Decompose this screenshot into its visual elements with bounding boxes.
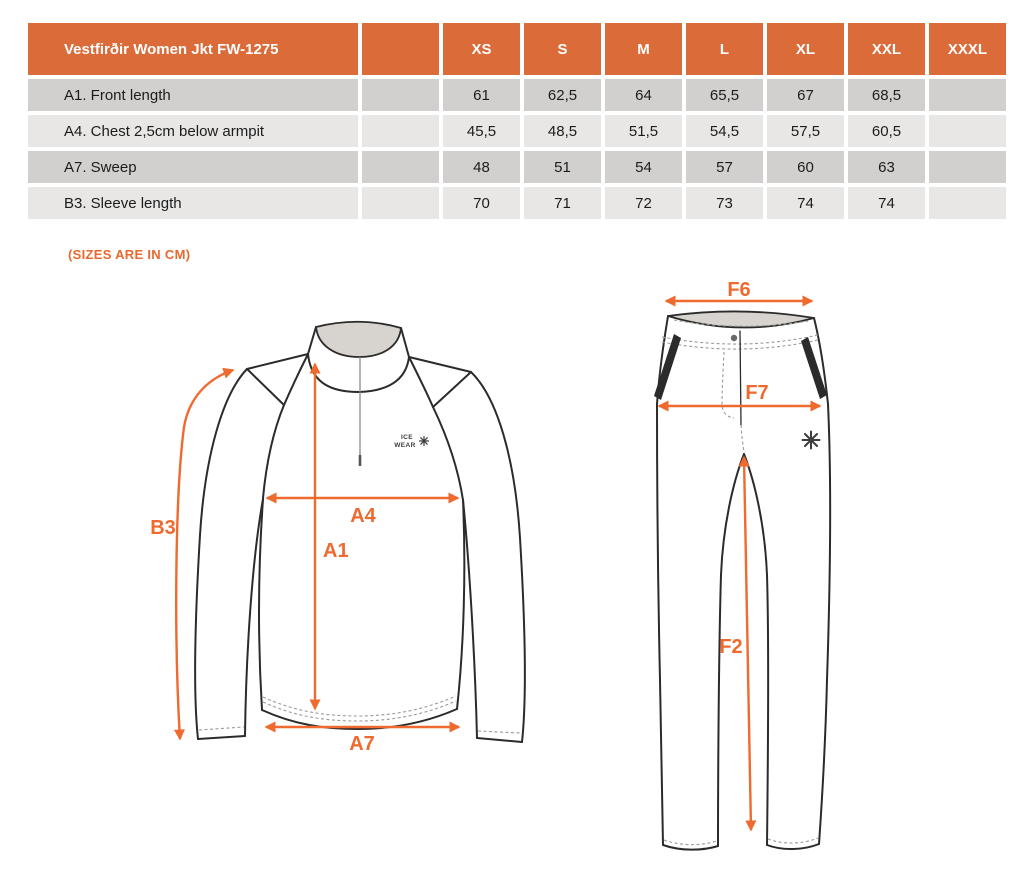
header-xxxl: XXXL xyxy=(929,23,1006,75)
header-xl: XL xyxy=(767,23,844,75)
right-sleeve-outer xyxy=(471,372,525,742)
value-cell xyxy=(362,187,439,219)
value-cell: 57,5 xyxy=(767,115,844,147)
right-leg-cuff xyxy=(767,844,819,849)
collar-left-edge xyxy=(308,327,316,354)
logo-text-line1: ICE xyxy=(400,434,414,441)
f7-label: F7 xyxy=(745,382,769,404)
value-cell: 57 xyxy=(686,151,763,183)
value-cell xyxy=(929,79,1006,111)
value-cell xyxy=(362,115,439,147)
left-leg-cuff xyxy=(663,845,718,850)
value-cell: 60 xyxy=(767,151,844,183)
header-xs: XS xyxy=(443,23,520,75)
row-label: B3. Sleeve length xyxy=(28,187,358,219)
row-label: A4. Chest 2,5cm below armpit xyxy=(28,115,358,147)
value-cell: 51,5 xyxy=(605,115,682,147)
table-row xyxy=(28,151,1006,183)
b3-label: B3 xyxy=(150,517,176,539)
a4-label: A4 xyxy=(350,505,376,527)
collar-right-edge xyxy=(401,328,409,357)
header-xxl: XXL xyxy=(848,23,925,75)
value-cell: 63 xyxy=(848,151,925,183)
header-s: S xyxy=(524,23,601,75)
value-cell: 48,5 xyxy=(524,115,601,147)
right-leg-outer xyxy=(819,404,830,844)
value-cell: 61 xyxy=(443,79,520,111)
diagram-svg xyxy=(28,275,1006,890)
left-sleeve-outer xyxy=(195,369,247,739)
right-cuff xyxy=(477,738,522,742)
value-cell xyxy=(929,151,1006,183)
size-chart-table xyxy=(24,19,1010,223)
f6-label: F6 xyxy=(727,279,751,301)
jacket-diagram xyxy=(150,322,525,755)
waist-inner xyxy=(668,311,814,327)
table-row xyxy=(28,187,1006,219)
right-shoulder xyxy=(409,357,471,372)
sizes-unit-note: (SIZES ARE IN CM) xyxy=(68,247,191,262)
value-cell: 54,5 xyxy=(686,115,763,147)
value-cell: 65,5 xyxy=(686,79,763,111)
snowflake-icon xyxy=(803,432,820,449)
collar-inner xyxy=(316,322,401,357)
header-row xyxy=(28,23,1006,75)
pants-measurements xyxy=(659,279,820,830)
value-cell: 64 xyxy=(605,79,682,111)
header-blank xyxy=(362,23,439,75)
f2-label: F2 xyxy=(719,636,743,658)
header-l: L xyxy=(686,23,763,75)
value-cell xyxy=(362,79,439,111)
right-side-seam xyxy=(457,500,464,709)
value-cell: 74 xyxy=(767,187,844,219)
pants-diagram xyxy=(654,279,830,850)
value-cell: 62,5 xyxy=(524,79,601,111)
left-cuff xyxy=(198,736,245,739)
left-leg-outer xyxy=(657,404,663,845)
icewear-logo xyxy=(394,434,428,449)
table-row xyxy=(28,79,1006,111)
table-title: Vestfirðir Women Jkt FW-1275 xyxy=(28,23,358,75)
logo-text-line2: WEAR xyxy=(394,442,416,449)
value-cell: 70 xyxy=(443,187,520,219)
value-cell: 72 xyxy=(605,187,682,219)
header-m: M xyxy=(605,23,682,75)
value-cell: 48 xyxy=(443,151,520,183)
f2-arrow xyxy=(744,457,751,830)
value-cell xyxy=(362,151,439,183)
row-label: A7. Sweep xyxy=(28,151,358,183)
value-cell: 60,5 xyxy=(848,115,925,147)
left-shoulder xyxy=(247,354,308,369)
a7-label: A7 xyxy=(349,733,375,755)
jacket-measurements xyxy=(150,364,459,755)
value-cell: 71 xyxy=(524,187,601,219)
value-cell: 54 xyxy=(605,151,682,183)
table-row xyxy=(28,115,1006,147)
fly-stitch xyxy=(722,352,734,418)
value-cell xyxy=(929,115,1006,147)
center-front-seam xyxy=(740,331,741,425)
value-cell: 67 xyxy=(767,79,844,111)
left-side-seam xyxy=(259,499,263,710)
value-cell: 45,5 xyxy=(443,115,520,147)
measurement-diagrams xyxy=(28,275,1006,895)
value-cell: 74 xyxy=(848,187,925,219)
value-cell: 73 xyxy=(686,187,763,219)
logo-snowflake-icon xyxy=(420,437,429,446)
left-pocket xyxy=(654,334,681,400)
waist-button xyxy=(731,335,737,341)
row-label: A1. Front length xyxy=(28,79,358,111)
value-cell: 68,5 xyxy=(848,79,925,111)
b3-arrow xyxy=(176,370,233,739)
value-cell xyxy=(929,187,1006,219)
collar-front-curve xyxy=(308,354,409,392)
a1-label: A1 xyxy=(323,540,349,562)
value-cell: 51 xyxy=(524,151,601,183)
